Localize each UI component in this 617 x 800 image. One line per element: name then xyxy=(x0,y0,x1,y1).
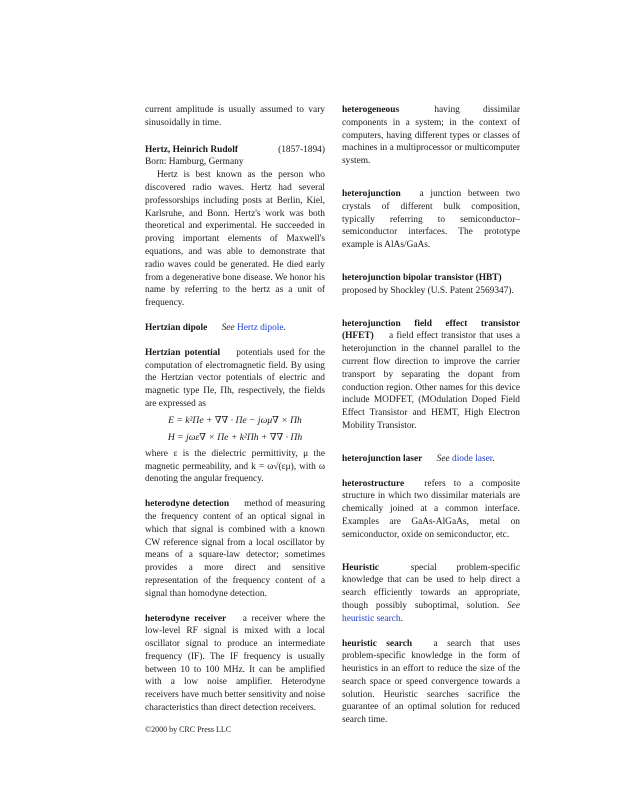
heterojunction-text: a junction between two crystals of different bulk composition, typically referring to semiconductor–semiconductor interfaces. The prototype example is AlAs/GaAs. xyxy=(342,188,520,251)
heterogeneous-text: having dissimilar components in a system; in the context of computers, having different types or classes of machines in a multiprocessor or multicomputer system. xyxy=(342,105,520,167)
heterostructure-term: heterostructure xyxy=(342,478,405,489)
heterojunction-term: heterojunction xyxy=(342,188,401,199)
dipole-end: . xyxy=(283,322,286,333)
receiver-term: heterodyne receiver xyxy=(145,613,227,624)
entry-hertzian-potential xyxy=(145,347,325,486)
entry-hertzian-dipole xyxy=(145,322,325,335)
heuristic-text: special problem-specific knowledge that can be used to help direct a search efficiently towards an appropriate, though possibly suboptimal, solution. xyxy=(342,562,520,611)
dipole-term: Hertzian dipole xyxy=(145,322,208,333)
heuristic-end: . xyxy=(400,613,403,624)
hertz-dates: (1857-1894) xyxy=(278,144,325,155)
laser-end: . xyxy=(492,453,495,464)
dipole-link[interactable]: Hertz dipole xyxy=(236,322,284,333)
copyright-footer: ©2000 by CRC Press LLC xyxy=(145,725,232,734)
receiver-text: a receiver where the low-level RF signal is mixed with a local oscillator signal to produce an intermediate frequency (IF). The IF frequency is usually between 10 to 100 MHz. It can be amplified with a low noise amplifier. Heterodyne receivers have much better sensitivity and noise characteristics than direct detection receivers. xyxy=(145,613,326,714)
hbt-text: proposed by Shockley (U.S. Patent 2569347). xyxy=(342,285,514,296)
entry-hertz xyxy=(145,144,325,310)
search-text: a search that uses problem-specific knowledge in the form of heuristics in an effort to reduce the size of the search space or speed convergence towards a solution. Heuristic searches sacrifice the guarantee of an optimal solution for reduced search time. xyxy=(342,638,520,726)
entry-heuristic xyxy=(342,562,520,626)
hertz-text: Hertz is best known as the person who discovered radio waves. Hertz had several professorships including posts at Berlin, Kiel, Karlsruhe, and Bonn. Hertz's work was both theoretical and experimental. He succeeded in proving important elements of Maxwell's equations, and was able to demonstrate that radio waves could be generated. He died early from a degenerative bone disease. We honor his name by referring to the hertz as a unit of frequency. xyxy=(145,170,325,309)
laser-term: heterojunction laser xyxy=(342,453,423,464)
laser-link[interactable]: diode laser xyxy=(452,453,493,464)
entry-heterodyne-receiver xyxy=(145,613,325,715)
entry-heterodyne-detection xyxy=(145,498,325,600)
heterogeneous-term: heterogeneous xyxy=(342,105,400,115)
hfet-term: heterojunction field effect transistor (HFET) xyxy=(342,318,520,342)
heuristic-see: See xyxy=(506,600,520,611)
dipole-see: See xyxy=(221,322,235,333)
entry-heterogeneous xyxy=(342,104,520,168)
potential-term: Hertzian potential xyxy=(145,347,221,358)
hertz-term: Hertz, Heinrich Rudolf xyxy=(145,144,238,155)
potential-after: where ε is the dielectric permittivity, μ the magnetic permeability, and k = ω√(εμ), with ω denoting the angular frequency. xyxy=(145,448,325,485)
right-column xyxy=(342,104,520,739)
heuristic-link[interactable]: heuristic search xyxy=(342,613,401,624)
laser-see: See xyxy=(436,453,450,464)
search-term: heuristic search xyxy=(342,638,413,649)
detection-text: method of measuring the frequency content of an optical signal in which that signal is combined with a known CW reference signal from a local oscillator by means of a square-law detector; sometimes provides a more direct and sensitive representation of the frequency content of a signal than homodyne detection. xyxy=(145,499,326,599)
detection-term: heterodyne detection xyxy=(145,499,230,510)
entry-hbt xyxy=(342,272,520,298)
entry-heterostructure xyxy=(342,478,520,542)
hertz-born: Born: Hamburg, Germany xyxy=(145,157,244,168)
heterostructure-text: refers to a composite structure in which two dissimilar materials are chemically joined at a common interface. Examples are GaAs-AlGaAs, metal on semiconductor, oxide on semiconductor, etc. xyxy=(342,478,521,540)
hbt-term: heterojunction bipolar transistor (HBT) xyxy=(342,272,502,283)
hertz-header xyxy=(145,144,325,157)
entry-hfet xyxy=(342,318,520,433)
hfet-text: a field effect transistor that uses a heterojunction in the channel parallel to the current flow direction to improve the carrier transport by separating the dopant from conduction region. Other names for this device include MODFET, (MOdulation Doped Field Effect Transistor and HEMT, High Electron Mobility Transistor. xyxy=(342,331,521,431)
heuristic-term: Heuristic xyxy=(342,562,379,573)
entry-heuristic-search xyxy=(342,638,520,728)
entry-heterojunction-laser xyxy=(342,453,520,466)
equation-e: E = k²Πe + ∇∇ · Πe − jωμ∇ × Πh xyxy=(168,414,302,426)
potential-text: potentials used for the computation of electromagnetic field. By using the Hertzian vector potentials of electric and magnetic type Πe, Πh, respectively, the fields are expressed as xyxy=(145,347,326,409)
continuation-text: current amplitude is usually assumed to vary sinusoidally in time. xyxy=(145,105,325,128)
left-column xyxy=(145,104,325,727)
entry-heterojunction xyxy=(342,188,520,252)
equation-h: H = jωε∇ × Πe + k²Πh + ∇∇ · Πh xyxy=(167,431,303,443)
